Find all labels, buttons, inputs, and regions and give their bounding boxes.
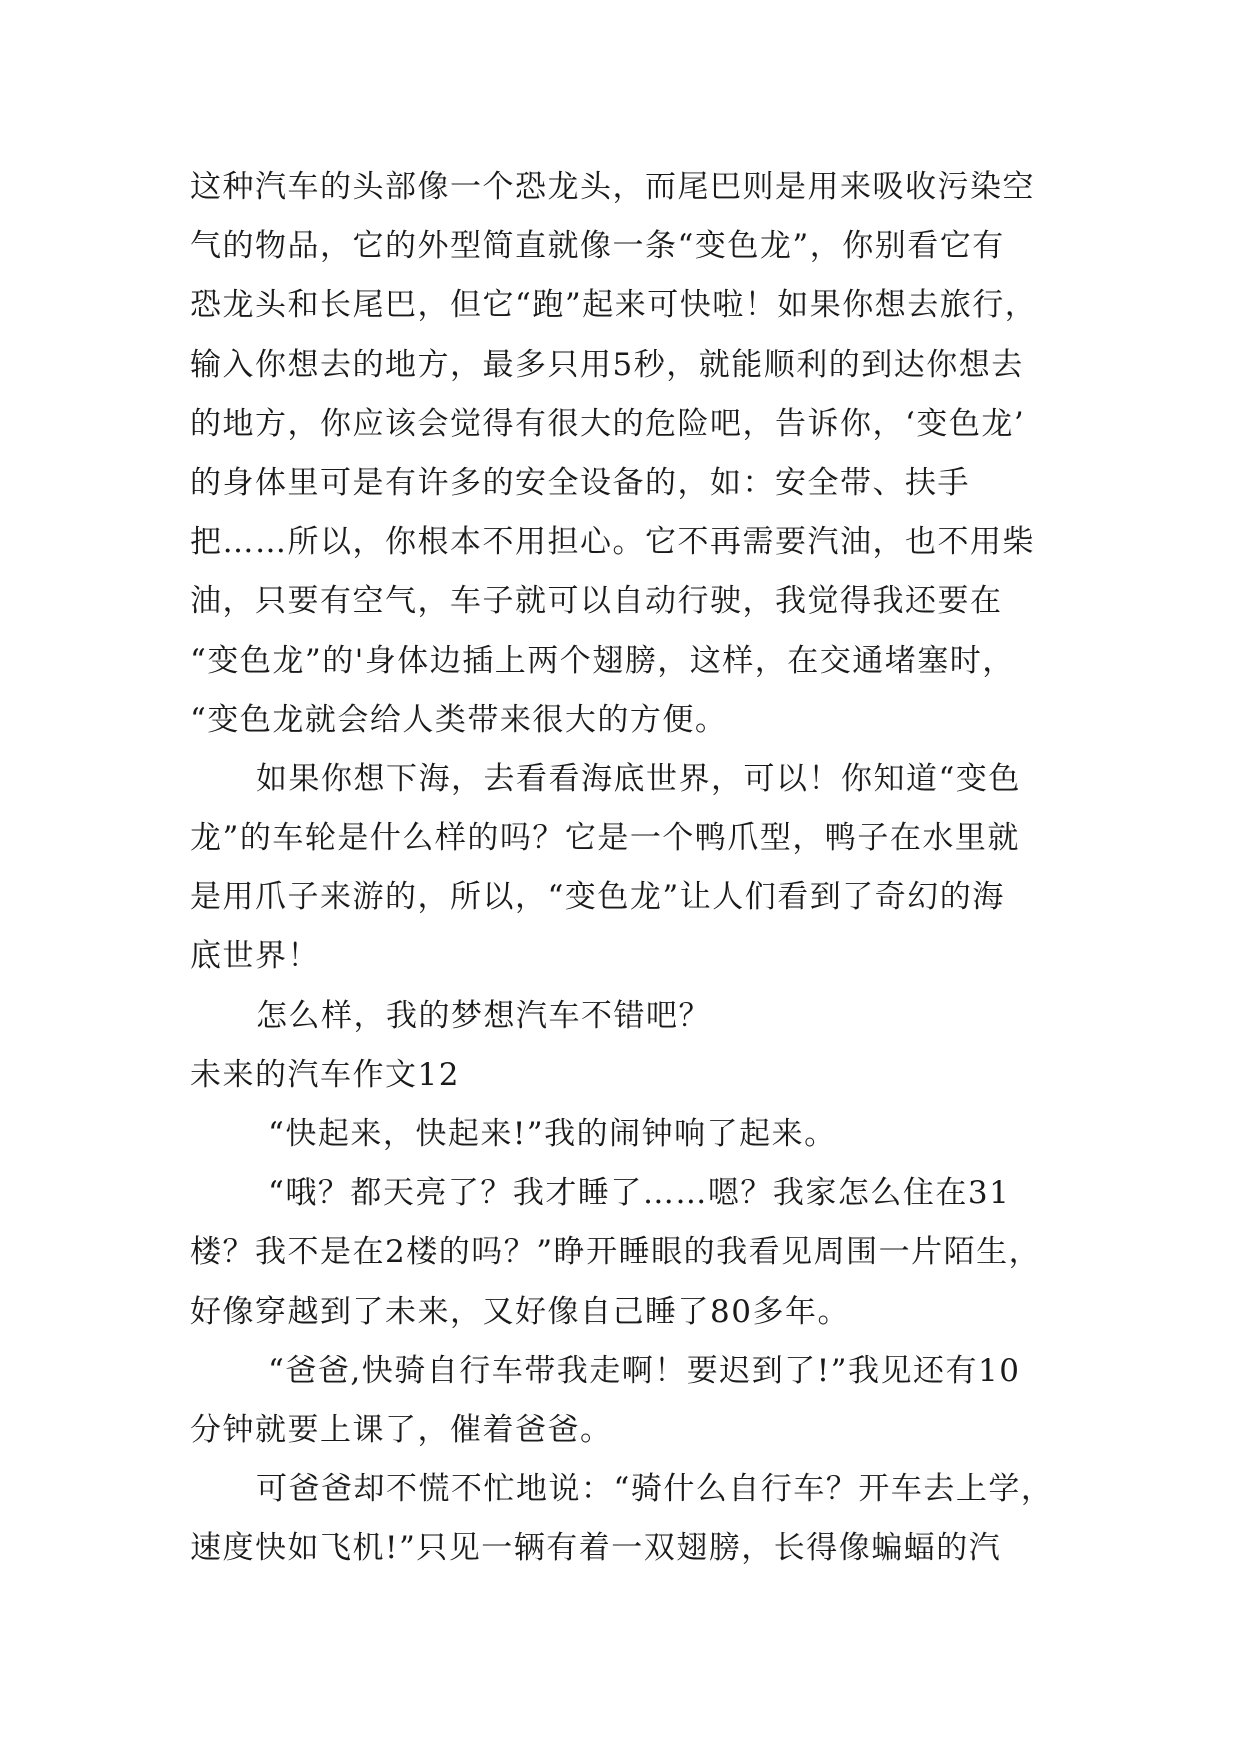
text-line: 这种汽车的头部像一个恐龙头，而尾巴则是用来吸收污染空 <box>190 169 1035 205</box>
text-line: 分钟就要上课了，催着爸爸。 <box>190 1411 613 1448</box>
text-line: 气的物品，它的外型简直就像一条“变色龙”，你别看它有 <box>190 228 1005 265</box>
text-line: 的地方，你应该会觉得有很大的危险吧，告诉你，‘变色龙’ <box>190 405 1026 442</box>
paragraph-start: “爸爸,快骑自行车带我走啊！要迟到了!”我见还有10 <box>268 1352 1021 1389</box>
text-line: 输入你想去的地方，最多只用5秒，就能顺利的到达你想去 <box>190 346 1024 383</box>
paragraph-start: “快起来，快起来!”我的闹钟响了起来。 <box>268 1116 837 1152</box>
essay-heading: 未来的汽车作文12 <box>190 1056 460 1093</box>
text-line: “变色龙”的'身体边插上两个翅膀，这样，在交通堵塞时， <box>190 642 1015 679</box>
paragraph-start: 怎么样，我的梦想汽车不错吧？ <box>256 997 711 1034</box>
text-line: 龙”的车轮是什么样的吗？它是一个鸭爪型，鸭子在水里就 <box>190 820 1020 857</box>
text-line: 是用爪子来游的，所以，“变色龙”让人们看到了奇幻的海 <box>190 879 1005 916</box>
text-line: 底世界！ <box>190 938 320 975</box>
text-line: “变色龙就会给人类带来很大的方便。 <box>190 701 728 738</box>
text-line: 的身体里可是有许多的安全设备的，如：安全带、扶手 <box>190 464 970 501</box>
text-line: 油，只要有空气，车子就可以自动行驶，我觉得我还要在 <box>190 583 1003 620</box>
paragraph-start: 可爸爸却不慌不忙地说：“骑什么自行车？开车去上学， <box>256 1471 1054 1508</box>
text-line: 好像穿越到了未来，又好像自己睡了80多年。 <box>190 1293 850 1330</box>
text-line: 楼？我不是在2楼的吗？”睁开睡眼的我看见周围一片陌生， <box>190 1234 1042 1271</box>
text-line: 恐龙头和长尾巴，但它“跑”起来可快啦！如果你想去旅行， <box>190 287 1038 324</box>
text-line: 速度快如飞机!”只见一辆有着一双翅膀，长得像蝙蝠的汽 <box>190 1530 1002 1567</box>
paragraph-start: “哦？都天亮了？我才睡了……嗯？我家怎么住在31 <box>268 1175 1011 1212</box>
text-line: 把……所以，你根本不用担心。它不再需要汽油，也不用柴 <box>190 524 1035 561</box>
paragraph-start: 如果你想下海，去看看海底世界，可以！你知道“变色 <box>256 760 1021 797</box>
essay-body <box>190 158 1090 1579</box>
